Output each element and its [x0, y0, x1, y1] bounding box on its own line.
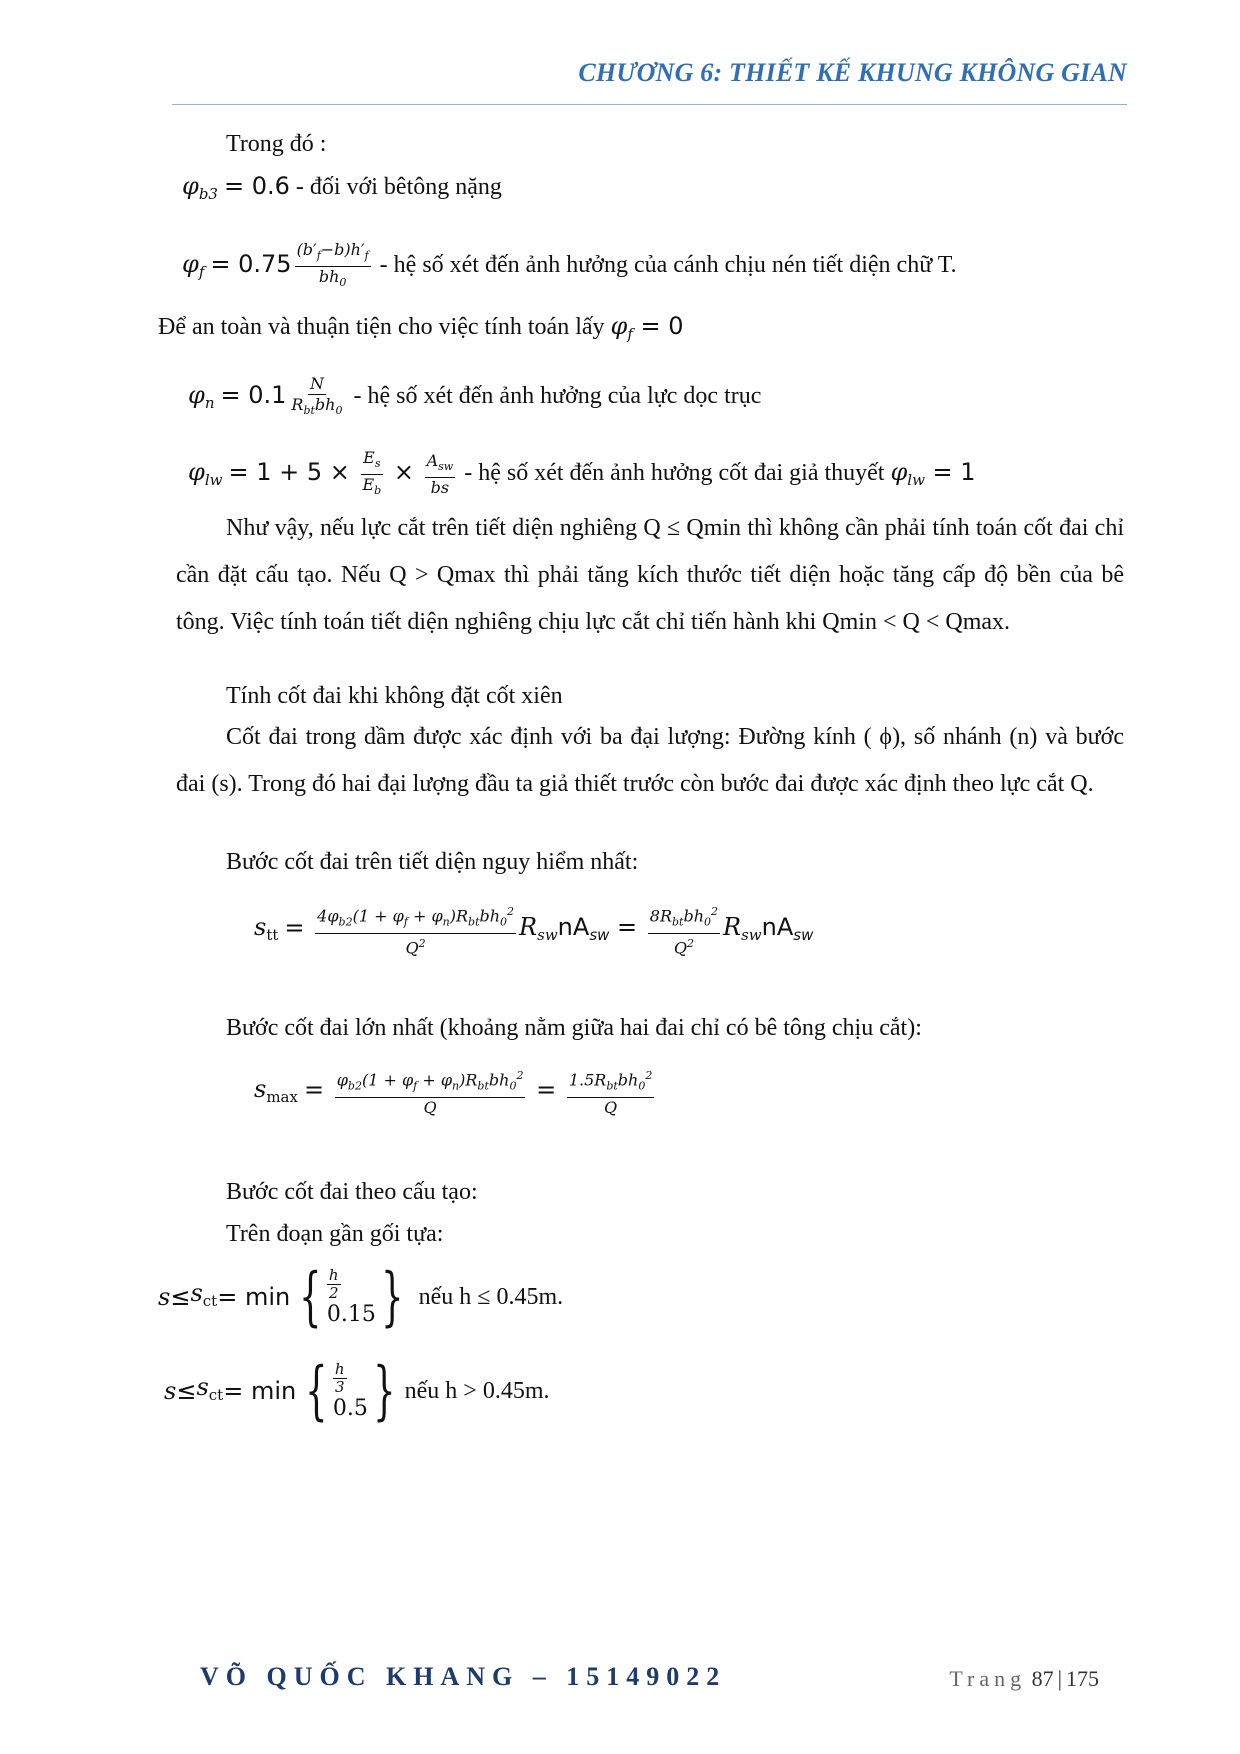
phi-b3-line: $\varphi_{b3} = 0.6$ - đối với bêtông nặng [182, 172, 502, 203]
step-max-label: Bước cốt đai lớn nhất (khoảng nằm giữa hai đai chỉ có bê tông chịu cắt): [226, 1015, 922, 1041]
phi-n-coef: 0.1 [248, 381, 287, 410]
condition-1-text: nếu h ≤ 0.45m. [418, 1284, 564, 1310]
condition-2-text: nếu h > 0.45m. [404, 1378, 550, 1404]
header-divider [172, 104, 1127, 105]
chapter-title: CHƯƠNG 6: THIẾT KẾ KHUNG KHÔNG GIAN [578, 58, 1127, 87]
phi-b3-desc: - đối với bêtông nặng [295, 174, 502, 200]
footer-author: VÕ QUỐC KHANG – 15149022 [200, 1662, 727, 1691]
phi-n-desc: - hệ số xét đến ảnh hưởng của lực dọc trục [353, 383, 762, 410]
paragraph-stirrup-definition: Cốt đai trong dầm được xác định với ba đại lượng: Đường kính ( ϕ), số nhánh (n) và bước đai (s). Trong đó hai đại lượng đầu ta giả thiết trước còn bước đai được xác định theo lực cắt Q. [176, 724, 1124, 797]
safety-line: Để an toàn và thuận tiện cho việc tính toán lấy $\varphi_f = 0$ [158, 312, 684, 343]
page-total: 175 [1066, 1666, 1099, 1691]
phi-f-fraction: $\frac{(b'_f-b)h'_f}{bh_0}$ [296, 240, 369, 290]
phi-b3-formula: $\varphi_{b3}$ [182, 172, 218, 203]
near-support-label: Trên đoạn gần gối tựa: [226, 1221, 444, 1247]
condition-2-formula: s ≤ $s_{ct}$ = min { h 3 0.5 } nếu h > 0.45m. [164, 1354, 550, 1428]
phi-f-desc: - hệ số xét đến ảnh hưởng của cánh chịu nén tiết diện chữ T. [379, 252, 957, 279]
phi-f-line: $\varphi_f = 0.75$ $\frac{(b'_f-b)h'_f}{bh_0}$ - hệ số xét đến ảnh hưởng của cánh chịu nén tiết diện chữ T. [182, 240, 957, 293]
phi-n-line: $\varphi_n = 0.1$ $\frac{N}{R_{bt}bh_0}$ - hệ số xét đến ảnh hưởng của lực dọc trục [188, 374, 761, 421]
condition-2-value: 0.5 [332, 1395, 368, 1421]
footer-page-number: Trang 87 | 175 [949, 1666, 1099, 1691]
page-label: Trang [949, 1666, 1027, 1691]
trong-do-label: Trong đó : [226, 131, 327, 157]
stt-formula: $s_{tt}$ = $\frac{4\varphi_{b2}(1 + \varphi_f + \varphi_n)R_{bt}bh_0^2}{Q^2}$ $R_{sw}nA_{sw}$ = $\frac{8R_{bt}bh_0^2}{Q^2}$ $R_{sw}nA_{sw}$ [254, 902, 813, 958]
paragraph-shear-check: Như vậy, nếu lực cắt trên tiết diện nghiêng Q ≤ Qmin thì không cần phải tính toán cốt đai chỉ cần đặt cấu tạo. Nếu Q > Qmax thì phải tăng kích thước tiết diện hoặc tăng cấp độ bền của bê tông. Việc tính toán tiết diện nghiêng chịu lực cắt chỉ tiến hành khi Qmin < Q < Qmax. [176, 515, 1124, 635]
condition-1-value: 0.15 [326, 1301, 376, 1327]
step-construct-label: Bước cốt đai theo cấu tạo: [226, 1179, 478, 1205]
phi-n-fraction: $\frac{N}{R_{bt}bh_0}$ [291, 374, 343, 418]
condition-1-formula: s ≤ $s_{ct}$ = min { h 2 0.15 } nếu h ≤ 0.45m. [158, 1260, 564, 1334]
smax-formula: $s_{max}$ = $\frac{\varphi_{b2}(1 + \varphi_f + \varphi_n)R_{bt}bh_0^2}{Q}$ = $\frac{1.5R_{bt}bh_0^2}{Q}$ [254, 1066, 657, 1118]
heading-no-bent-bar: Tính cốt đai khi không đặt cốt xiên [226, 683, 563, 709]
safety-text: Để an toàn và thuận tiện cho việc tính toán lấy [158, 314, 605, 340]
step-dangerous-label: Bước cốt đai trên tiết diện nguy hiểm nhất: [226, 849, 639, 875]
page-current: 87 [1031, 1666, 1054, 1691]
phi-lw-desc: - hệ số xét đến ảnh hưởng cốt đai giả thuyết [464, 460, 885, 487]
phi-lw-line: $\varphi_{lw} = 1 + 5$ × $\frac{E_s}{E_b}$ × $\frac{A_{sw}}{bs}$ - hệ số xét đến ảnh hưởng cốt đai giả thuyết $\varphi_{lw} = 1$ [188, 448, 976, 498]
phi-b3-value: 0.6 [251, 172, 290, 200]
phi-f-coef: 0.75 [238, 250, 292, 279]
